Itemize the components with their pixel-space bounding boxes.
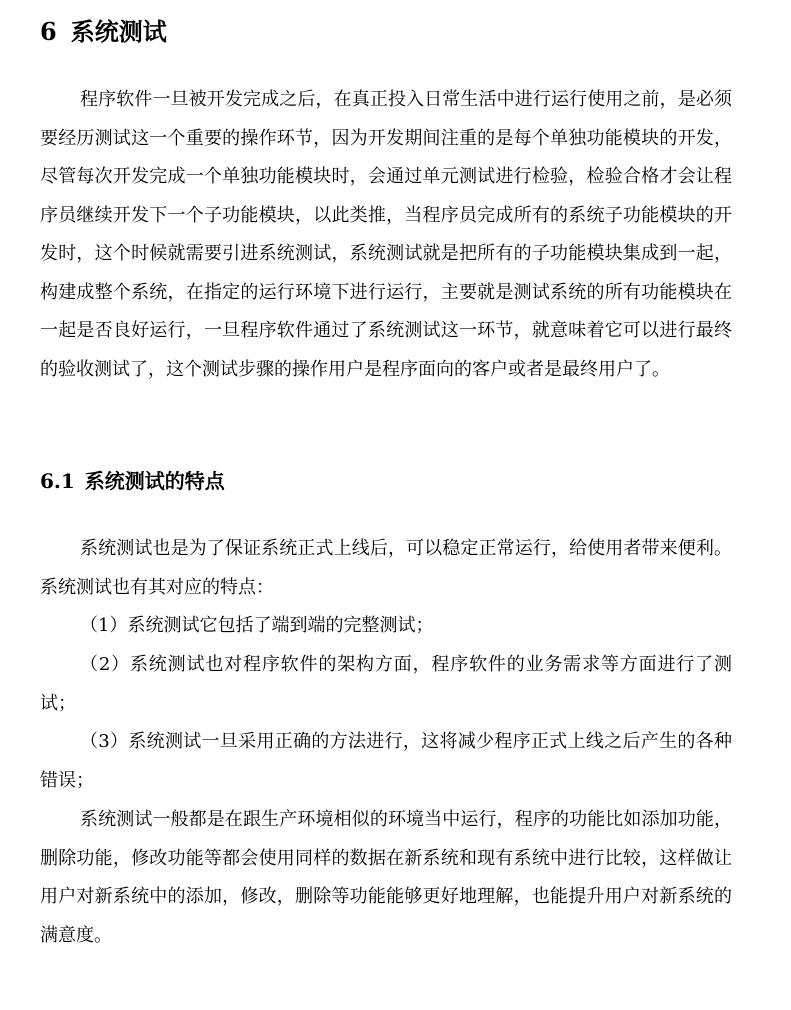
subsection-intro-paragraph: 系统测试也是为了保证系统正式上线后，可以稳定正常运行，给使用者带来便利。系统测试也有其对应的特点： — [40, 538, 732, 598]
subsection-title: 系统测试的特点 — [84, 469, 225, 493]
section-intro-paragraph: 程序软件一旦被开发完成之后，在真正投入日常生活中进行运行使用之前，是必须要经历测试这一个重要的操作环节，因为开发期间注重的是每个单独功能模块的开发，尽管每次开发完成一个单独功能模块时，会通过单元测试进行检验，检验合格才会让程序员继续开发下一个子功能模块，以此类推，当程序员完成所有的系统子功能模块的开发时，这个时候就需要引进系统测试，系统测试就是把所有的子功能模块集成到一起，构建成整个系统，在指定的运行环境下进行运行，主要就是测试系统的所有功能模块在一起是否良好运行，一旦程序软件通过了系统测试这一环节，就意味着它可以进行最终的验收测试了，这个测试步骤的操作用户是程序面向的客户或者是最终用户了。 — [40, 89, 732, 380]
section-heading — [40, 12, 167, 52]
feature-item-3: （3）系统测试一旦采用正确的方法进行，这将减少程序正式上线之后产生的各种错误； — [40, 731, 732, 791]
subsection-closing-paragraph: 系统测试一般都是在跟生产环境相似的环境当中运行，程序的功能比如添加功能，删除功能，修改功能等都会使用同样的数据在新系统和现有系统中进行比较，这样做让用户对新系统中的添加，修改，删除等功能能够更好地理解，也能提升用户对新系统的满意度。 — [40, 809, 732, 946]
subsection-heading — [40, 464, 225, 498]
section-number: 6 — [40, 17, 57, 46]
section-title: 系统测试 — [70, 18, 167, 46]
subsection-number: 6.1 — [40, 469, 75, 493]
feature-item-2: （2）系统测试也对程序软件的架构方面，程序软件的业务需求等方面进行了测试； — [40, 654, 732, 714]
feature-item-1: （1）系统测试它包括了端到端的完整测试； — [80, 615, 434, 636]
